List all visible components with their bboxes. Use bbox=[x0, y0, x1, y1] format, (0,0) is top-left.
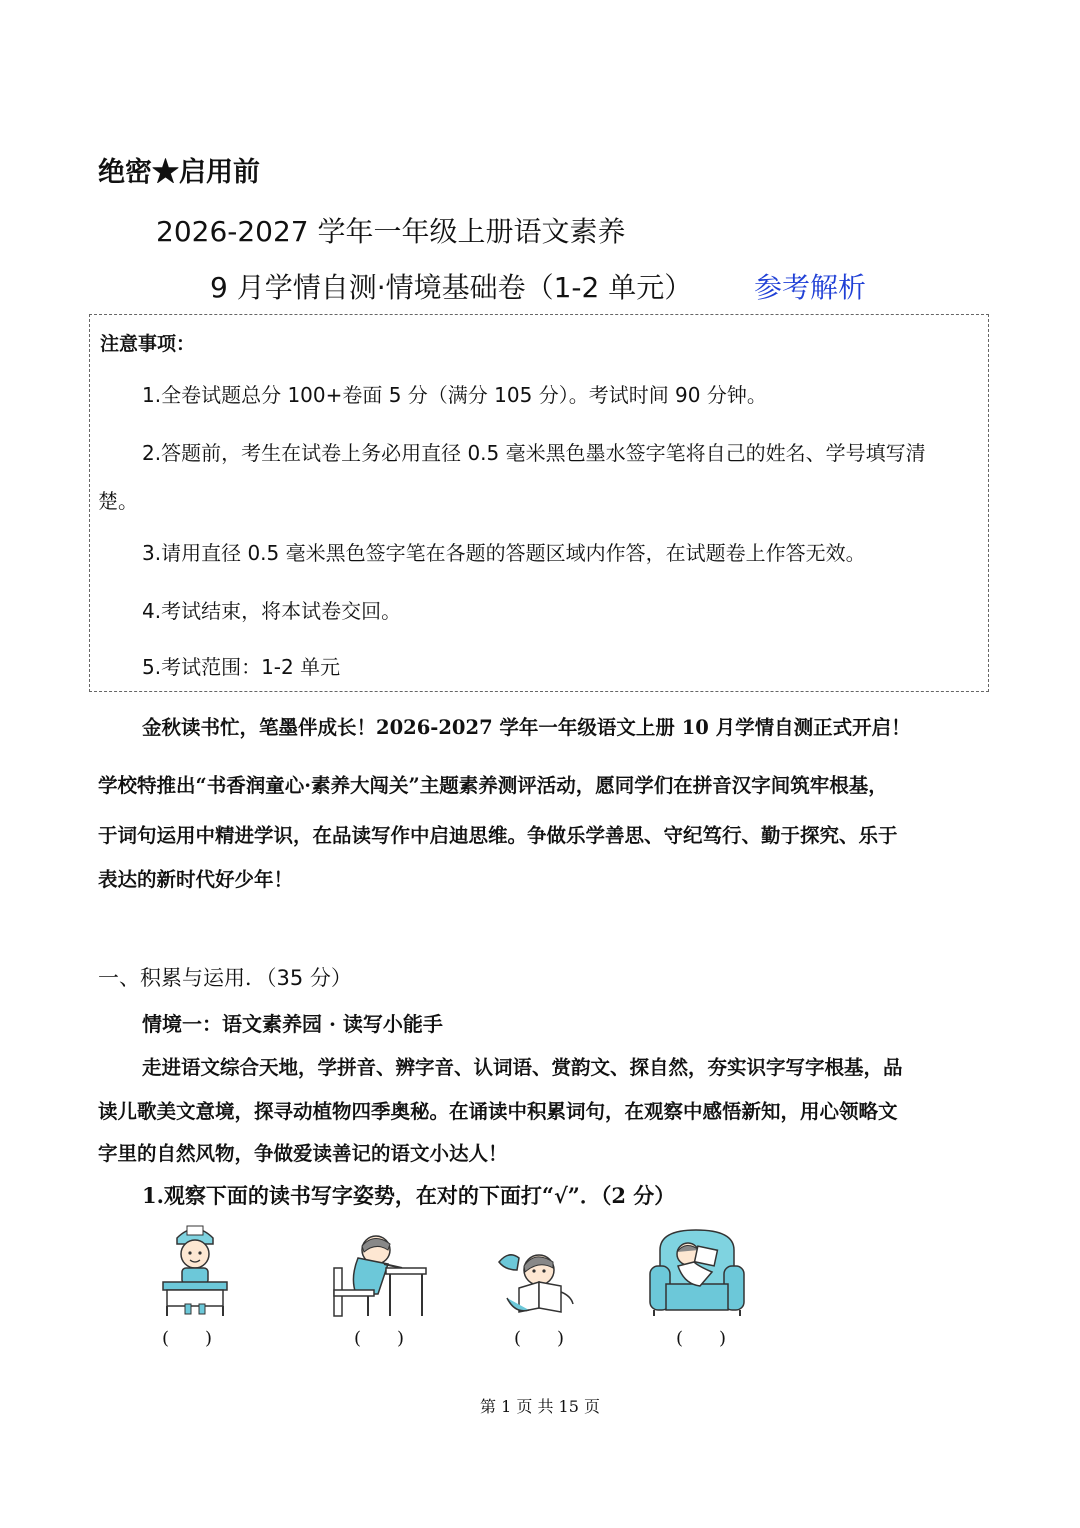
answer-blank[interactable]: ( ) bbox=[354, 1328, 405, 1349]
question-1: 1.观察下面的读书写字姿势，在对的下面打“√”．（2 分） bbox=[142, 1183, 676, 1208]
notice-item: 4.考试结束，将本试卷交回。 bbox=[142, 599, 402, 623]
intro-line: 表达的新时代好少年！ bbox=[98, 868, 294, 891]
notice-item: 2.答题前，考生在试卷上务必用直径 0.5 毫米黑色墨水签字笔将自己的姓名、学号填写清 bbox=[142, 441, 926, 465]
page-number: 第 1 页 共 15 页 bbox=[480, 1397, 600, 1416]
intro-line: 金秋读书忙，笔墨伴成长！2026-2027 学年一年级语文上册 10 月学情自测正式开启！ bbox=[142, 716, 911, 739]
armchair-reading-illustration bbox=[648, 1226, 746, 1318]
answer-analysis-label: 参考解析 bbox=[754, 271, 867, 304]
lying-reading-illustration bbox=[495, 1244, 580, 1316]
scenario-line: 字里的自然风物，争做爱读善记的语文小达人！ bbox=[98, 1142, 508, 1165]
exam-title-line1: 2026-2027 学年一年级上册语文素养 bbox=[156, 215, 626, 248]
notice-item: 楚。 bbox=[98, 489, 138, 513]
notice-item: 3.请用直径 0.5 毫米黑色签字笔在各题的答题区域内作答，在试题卷上作答无效。 bbox=[142, 541, 866, 565]
upright-sitting-illustration bbox=[155, 1218, 235, 1318]
scenario-line: 读儿歌美文意境，探寻动植物四季奥秘。在诵读中积累词句，在观察中感悟新知，用心领略文 bbox=[98, 1100, 898, 1123]
intro-line: 学校特推出“书香润童心·素养大闯关”主题素养测评活动，愿同学们在拼音汉字间筑牢根基， bbox=[98, 774, 888, 797]
confidential-label: 绝密★启用前 bbox=[98, 157, 260, 188]
exam-title-line2: 9 月学情自测·情境基础卷（1-2 单元） bbox=[210, 271, 693, 304]
answer-blank[interactable]: ( ) bbox=[676, 1328, 727, 1349]
intro-line: 于词句运用中精进学识，在品读写作中启迪思维。争做乐学善思、守纪笃行、勤于探究、乐于 bbox=[98, 824, 898, 847]
answer-blank[interactable]: ( ) bbox=[162, 1328, 213, 1349]
answer-blank[interactable]: ( ) bbox=[514, 1328, 565, 1349]
notice-box bbox=[89, 314, 989, 692]
notice-title: 注意事项： bbox=[100, 333, 196, 355]
scenario-line: 走进语文综合天地，学拼音、辨字音、认词语、赏韵文、探自然，夯实识字写字根基，品 bbox=[142, 1056, 903, 1079]
scenario-title: 情境一：语文素养园 · 读写小能手 bbox=[142, 1012, 443, 1036]
bent-over-desk-illustration bbox=[328, 1228, 428, 1318]
notice-item: 1.全卷试题总分 100+卷面 5 分（满分 105 分）。考试时间 90 分钟。 bbox=[142, 383, 767, 407]
notice-item: 5.考试范围：1-2 单元 bbox=[142, 655, 341, 679]
section-heading: 一、积累与运用．（35 分） bbox=[98, 966, 352, 990]
